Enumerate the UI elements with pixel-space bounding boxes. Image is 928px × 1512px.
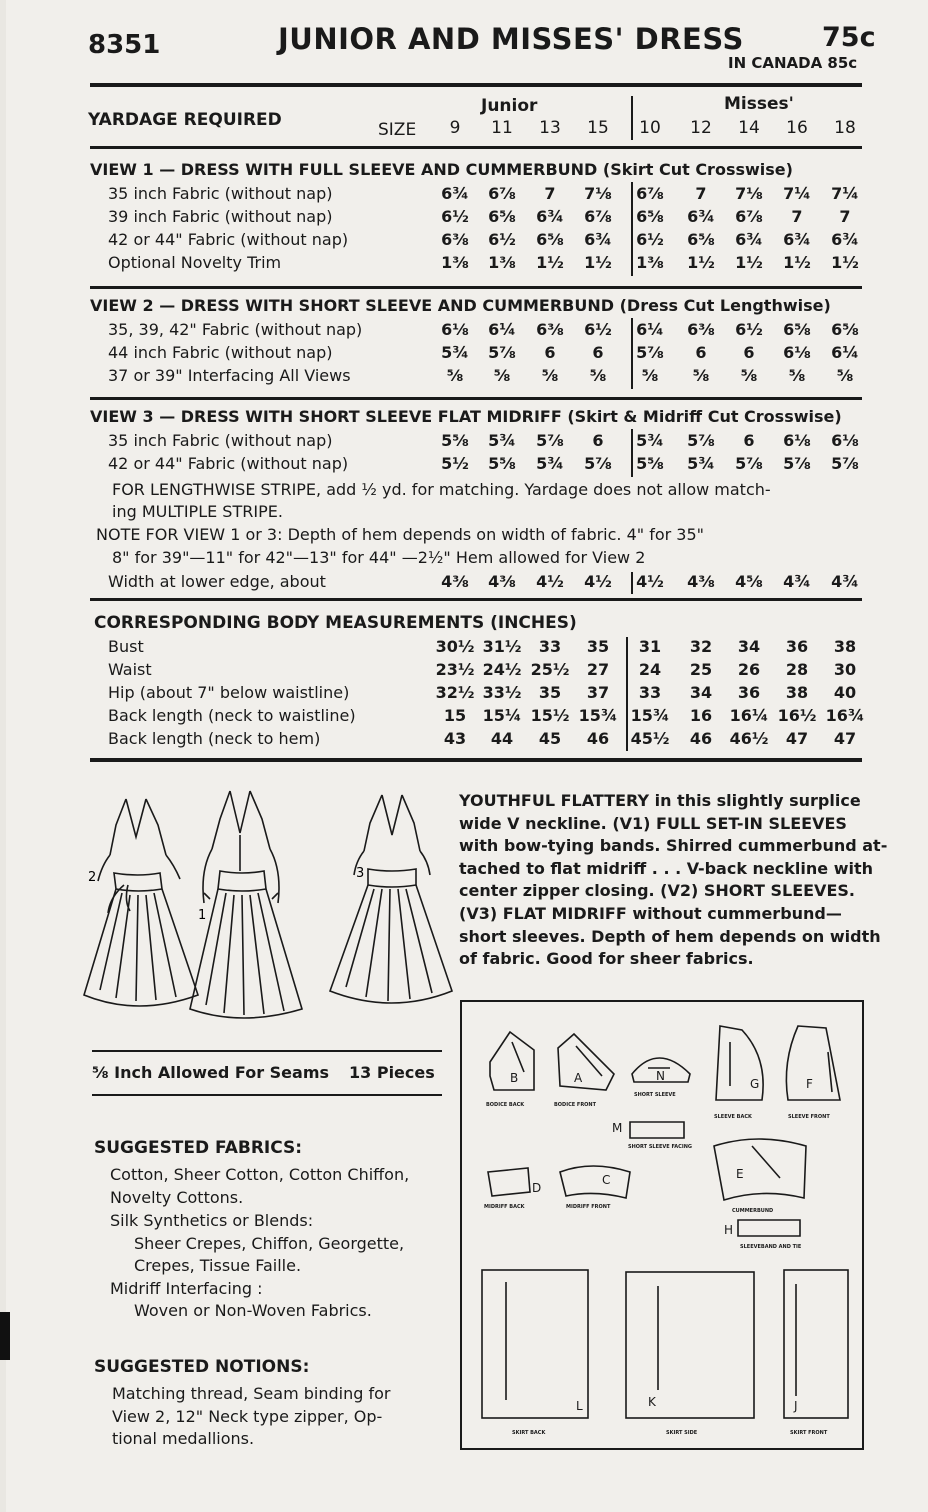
yardage-row-label: 42 or 44" Fabric (without nap) (108, 454, 349, 473)
pattern-pieces-diagram (462, 1002, 860, 1446)
size-col: 14 (738, 118, 760, 138)
piece-m-name: SHORT SLEEVE FACING (628, 1144, 692, 1150)
column-divider (626, 637, 628, 751)
yardage-row-value: 1½ (584, 253, 612, 272)
yardage-row-value: 6¼ (831, 343, 859, 362)
yardage-row-value: 5⅝ (488, 454, 516, 473)
yardage-row-value: 6 (592, 343, 604, 362)
size-col: 18 (834, 118, 856, 138)
measurement-row-value: 45½ (630, 729, 670, 748)
measurement-row-value: 36 (737, 683, 761, 702)
yardage-label: YARDAGE REQUIRED (88, 110, 282, 130)
measurement-row-value: 34 (737, 637, 761, 656)
stripe-note-1: FOR LENGTHWISE STRIPE, add ½ yd. for matching. Yardage does not allow match- (112, 480, 771, 499)
measurement-row-value: 28 (785, 660, 809, 679)
fabric-line: Woven or Non-Woven Fabrics. (134, 1301, 372, 1320)
measurement-row-value: 15¾ (630, 706, 670, 725)
measurement-row-label: Back length (neck to hem) (108, 729, 321, 748)
measurement-row-value: 16¼ (729, 706, 769, 725)
pattern-number: 8351 (88, 30, 161, 60)
size-col: 15 (587, 118, 609, 138)
measurement-row-value: 23½ (435, 660, 475, 679)
column-divider (631, 429, 633, 477)
seam-rule-top (92, 1050, 442, 1052)
width-row-value: 4½ (636, 572, 664, 591)
measurement-row-value: 25½ (530, 660, 570, 679)
yardage-row-value: ⅝ (541, 366, 559, 385)
yardage-row-value: 6⅜ (441, 230, 469, 249)
yardage-row-value: 1⅜ (488, 253, 516, 272)
yardage-row-value: 1½ (735, 253, 763, 272)
yardage-row-value: 6⅛ (783, 431, 811, 450)
yardage-row-value: 6¾ (783, 230, 811, 249)
section-rule (90, 397, 862, 400)
fabric-line: Midriff Interfacing : (110, 1279, 263, 1298)
yardage-row-label: 35, 39, 42" Fabric (without nap) (108, 320, 363, 339)
piece-n-letter: N (656, 1069, 665, 1083)
piece-k-letter: K (648, 1395, 656, 1409)
yardage-row-value: 5½ (441, 454, 469, 473)
piece-e-letter: E (736, 1167, 744, 1181)
hem-note-1: NOTE FOR VIEW 1 or 3: Depth of hem depends on width of fabric. 4" for 35" (96, 525, 705, 544)
measurement-row-value: 31½ (482, 637, 522, 656)
measurement-row-value: 24 (638, 660, 662, 679)
width-row-value: 4¾ (831, 572, 859, 591)
measurement-row-value: 31 (638, 637, 662, 656)
description-line: wide V neckline. (V1) FULL SET-IN SLEEVES (459, 813, 847, 833)
description-line: center zipper closing. (V2) SHORT SLEEVES. (459, 881, 855, 901)
yardage-row-value: ⅝ (446, 366, 464, 385)
fabric-line: Cotton, Sheer Cotton, Cotton Chiffon, (110, 1165, 410, 1184)
description-line: (V3) FLAT MIDRIFF without cummerbund— (459, 903, 842, 923)
fabric-line: Silk Synthetics or Blends: (110, 1211, 314, 1230)
measurement-row-value: 16¾ (825, 706, 865, 725)
piece-a-name: BODICE FRONT (554, 1102, 597, 1108)
fabric-line: Sheer Crepes, Chiffon, Georgette, (134, 1234, 405, 1253)
size-col: 9 (449, 118, 461, 138)
hem-note-2: 8" for 39"—11" for 42"—13" for 44" —2½" Hem allowed for View 2 (112, 548, 646, 567)
piece-h-name: SLEEVEBAND AND TIE (740, 1244, 802, 1250)
width-row-value: 4½ (584, 572, 612, 591)
measurement-row-value: 33 (538, 637, 562, 656)
yardage-row-value: 5¾ (687, 454, 715, 473)
view-heading: VIEW 2 — DRESS WITH SHORT SLEEVE AND CUMMERBUND (Dress Cut Lengthwise) (90, 296, 831, 315)
piece-f-name: SLEEVE FRONT (788, 1114, 830, 1120)
yardage-row-value: 6⅞ (636, 184, 664, 203)
column-divider (631, 182, 633, 276)
yardage-row-value: 7 (839, 207, 851, 226)
yardage-row-value: 6½ (735, 320, 763, 339)
yardage-row-value: 6¾ (584, 230, 612, 249)
size-col: 16 (786, 118, 808, 138)
yardage-row-value: 6¾ (831, 230, 859, 249)
yardage-row-value: 6⅛ (783, 343, 811, 362)
measurement-row-value: 40 (833, 683, 857, 702)
piece-g-name: SLEEVE BACK (714, 1114, 752, 1120)
yardage-row-value: 6⅜ (687, 320, 715, 339)
view-1-marker: 1 (198, 908, 207, 923)
yardage-row-value: 6⅛ (831, 431, 859, 450)
measurement-row-value: 15¼ (482, 706, 522, 725)
measurement-row-value: 32½ (435, 683, 475, 702)
size-col: 11 (491, 118, 513, 138)
view-3-marker: 3 (356, 866, 365, 881)
section-rule (90, 286, 862, 289)
canada-price: IN CANADA 85c (728, 54, 858, 72)
stripe-note-2: ing MULTIPLE STRIPE. (112, 502, 283, 521)
piece-b-letter: B (510, 1071, 519, 1085)
piece-l-name: SKIRT BACK (512, 1430, 546, 1436)
yardage-row-value: ⅝ (589, 366, 607, 385)
piece-f-letter: F (806, 1077, 813, 1091)
yardage-row-value: ⅝ (493, 366, 511, 385)
measurement-row-value: 27 (586, 660, 610, 679)
yardage-row-value: 6 (743, 343, 755, 362)
piece-l-letter: L (576, 1399, 583, 1413)
measurement-row-value: 38 (833, 637, 857, 656)
yardage-row-value: 5⅞ (584, 454, 612, 473)
measurement-row-value: 45 (538, 729, 562, 748)
description-line: YOUTHFUL FLATTERY in this slightly surplice (459, 791, 861, 810)
yardage-row-value: 1½ (687, 253, 715, 272)
yardage-row-value: 6¾ (441, 184, 469, 203)
piece-count: 13 Pieces (349, 1063, 435, 1082)
size-rule (90, 146, 862, 149)
yardage-row-label: 42 or 44" Fabric (without nap) (108, 230, 349, 249)
yardage-row-value: 7 (544, 184, 556, 203)
piece-k-name: SKIRT SIDE (666, 1430, 698, 1436)
measurement-row-value: 35 (538, 683, 562, 702)
piece-n-name: SHORT SLEEVE (634, 1092, 676, 1098)
notion-line: tional medallions. (112, 1429, 255, 1448)
seam-allowance: ⅝ Inch Allowed For Seams (92, 1063, 330, 1082)
measurement-row-label: Bust (108, 637, 144, 656)
yardage-row-value: 5⅝ (441, 431, 469, 450)
yardage-row-label: 39 inch Fabric (without nap) (108, 207, 333, 226)
measurement-row-value: 38 (785, 683, 809, 702)
width-row-value: 4⅜ (441, 572, 469, 591)
yardage-row-value: 5⅞ (536, 431, 564, 450)
yardage-row-value: 5¾ (441, 343, 469, 362)
yardage-row-value: 6½ (441, 207, 469, 226)
measurement-row-value: 15¾ (578, 706, 618, 725)
pattern-title: JUNIOR AND MISSES' DRESS (278, 22, 744, 56)
yardage-row-value: 6 (544, 343, 556, 362)
yardage-row-value: 6¼ (488, 320, 516, 339)
piece-m-letter: M (612, 1121, 623, 1135)
price: 75c (822, 22, 876, 53)
yardage-row-value: 6½ (584, 320, 612, 339)
yardage-row-value: 1⅜ (636, 253, 664, 272)
size-divider (631, 96, 633, 140)
yardage-row-value: ⅝ (788, 366, 806, 385)
yardage-row-label: 37 or 39" Interfacing All Views (108, 366, 351, 385)
yardage-row-value: 7¼ (783, 184, 811, 203)
fabrics-heading: SUGGESTED FABRICS: (94, 1138, 303, 1158)
yardage-row-value: 6¼ (636, 320, 664, 339)
yardage-row-value: 5⅝ (636, 454, 664, 473)
piece-d-letter: D (532, 1181, 542, 1195)
measurement-row-value: 34 (689, 683, 713, 702)
measurement-row-value: 44 (490, 729, 514, 748)
measurement-row-label: Back length (neck to waistline) (108, 706, 356, 725)
yardage-row-value: 6⅝ (831, 320, 859, 339)
header-rule (90, 83, 862, 87)
width-row-value: 4⅜ (488, 572, 516, 591)
yardage-row-value: 5⅞ (636, 343, 664, 362)
width-row-value: 4⅝ (735, 572, 763, 591)
measurement-row-value: 35 (586, 637, 610, 656)
width-row-label: Width at lower edge, about (108, 572, 326, 591)
measurement-row-value: 47 (785, 729, 809, 748)
size-label: SIZE (378, 120, 417, 140)
yardage-row-value: ⅝ (641, 366, 659, 385)
notions-heading: SUGGESTED NOTIONS: (94, 1357, 310, 1377)
yardage-row-value: 6½ (636, 230, 664, 249)
piece-g-letter: G (750, 1077, 760, 1091)
column-divider (631, 572, 633, 594)
description (459, 790, 887, 971)
yardage-row-value: 5¾ (536, 454, 564, 473)
yardage-row-value: 6 (592, 431, 604, 450)
piece-b-name: BODICE BACK (486, 1102, 525, 1108)
yardage-row-value: 5¾ (636, 431, 664, 450)
measurement-row-value: 24½ (482, 660, 522, 679)
notes-rule (90, 598, 862, 601)
yardage-row-value: ⅝ (692, 366, 710, 385)
size-col: 10 (639, 118, 661, 138)
misses-label: Misses' (724, 94, 794, 114)
yardage-row-value: ⅝ (836, 366, 854, 385)
view-heading: VIEW 3 — DRESS WITH SHORT SLEEVE FLAT MIDRIFF (Skirt & Midriff Cut Crosswise) (90, 407, 842, 426)
yardage-row-value: 5⅞ (831, 454, 859, 473)
measurement-row-value: 36 (785, 637, 809, 656)
measurement-row-value: 16½ (777, 706, 817, 725)
yardage-row-value: 6⅝ (783, 320, 811, 339)
yardage-row-value: 7¼ (831, 184, 859, 203)
yardage-row-value: 6⅝ (687, 230, 715, 249)
description-line: of fabric. Good for sheer fabrics. (459, 949, 754, 969)
yardage-row-value: 6⅞ (735, 207, 763, 226)
yardage-row-value: 6⅝ (536, 230, 564, 249)
yardage-row-value: 6 (695, 343, 707, 362)
piece-c-letter: C (602, 1173, 611, 1187)
body-heading: CORRESPONDING BODY MEASUREMENTS (INCHES) (94, 613, 577, 633)
yardage-row-value: 6⅞ (584, 207, 612, 226)
description-line: with bow-tying bands. Shirred cummerbund at- (459, 836, 888, 856)
yardage-row-label: 35 inch Fabric (without nap) (108, 184, 333, 203)
junior-label: Junior (481, 96, 538, 116)
size-col: 12 (690, 118, 712, 138)
measurement-row-value: 26 (737, 660, 761, 679)
yardage-row-value: 1½ (831, 253, 859, 272)
view-heading: VIEW 1 — DRESS WITH FULL SLEEVE AND CUMMERBUND (Skirt Cut Crosswise) (90, 160, 793, 179)
measurement-row-value: 30½ (435, 637, 475, 656)
fabric-line: Novelty Cottons. (110, 1188, 244, 1207)
piece-j-name: SKIRT FRONT (790, 1430, 828, 1436)
view-2-marker: 2 (88, 870, 97, 885)
yardage-row-value: 1½ (536, 253, 564, 272)
yardage-row-value: 5⅞ (783, 454, 811, 473)
description-line: short sleeves. Depth of hem depends on width (459, 926, 881, 946)
measurement-row-value: 32 (689, 637, 713, 656)
yardage-row-value: 7 (791, 207, 803, 226)
body-rule (90, 758, 862, 762)
notion-line: Matching thread, Seam binding for (112, 1384, 391, 1403)
width-row-value: 4¾ (783, 572, 811, 591)
yardage-row-value: 5⅞ (488, 343, 516, 362)
piece-h-letter: H (724, 1223, 734, 1237)
measurement-row-value: 15 (443, 706, 467, 725)
yardage-row-value: ⅝ (740, 366, 758, 385)
yardage-row-label: Optional Novelty Trim (108, 253, 282, 272)
piece-e-name: CUMMERBUND (732, 1208, 774, 1214)
yardage-row-value: 1½ (783, 253, 811, 272)
yardage-row-value: 5¾ (488, 431, 516, 450)
yardage-row-label: 44 inch Fabric (without nap) (108, 343, 333, 362)
yardage-row-value: 6½ (488, 230, 516, 249)
measurement-row-value: 46 (586, 729, 610, 748)
measurement-row-value: 16 (689, 706, 713, 725)
yardage-row-value: 5⅞ (687, 431, 715, 450)
yardage-row-value: 7⅛ (584, 184, 612, 203)
measurement-row-value: 47 (833, 729, 857, 748)
yardage-row-value: 6⅛ (441, 320, 469, 339)
piece-c-name: MIDRIFF FRONT (566, 1204, 611, 1210)
measurement-row-value: 30 (833, 660, 857, 679)
dress-illustration (80, 785, 460, 1030)
yardage-row-value: 6¾ (536, 207, 564, 226)
piece-j-letter: J (794, 1399, 798, 1413)
piece-d-name: MIDRIFF BACK (484, 1204, 525, 1210)
yardage-row-value: 5⅞ (735, 454, 763, 473)
measurement-row-value: 33 (638, 683, 662, 702)
seam-rule-bottom (92, 1094, 442, 1096)
yardage-row-value: 6⅞ (488, 184, 516, 203)
yardage-row-value: 6¾ (687, 207, 715, 226)
measurement-row-value: 15½ (530, 706, 570, 725)
yardage-row-value: 7⅛ (735, 184, 763, 203)
measurement-row-value: 25 (689, 660, 713, 679)
width-row-value: 4⅜ (687, 572, 715, 591)
measurement-row-value: 37 (586, 683, 610, 702)
column-divider (631, 318, 633, 389)
measurement-row-value: 46½ (729, 729, 769, 748)
measurement-row-value: 43 (443, 729, 467, 748)
description-line: tached to flat midriff . . . V-back neckline with (459, 858, 873, 878)
notion-line: View 2, 12" Neck type zipper, Op- (112, 1407, 383, 1426)
measurement-row-label: Waist (108, 660, 152, 679)
yardage-row-value: 7 (695, 184, 707, 203)
yardage-row-label: 35 inch Fabric (without nap) (108, 431, 333, 450)
yardage-row-value: 6⅝ (636, 207, 664, 226)
yardage-row-value: 6 (743, 431, 755, 450)
width-row-value: 4½ (536, 572, 564, 591)
yardage-row-value: 6⅜ (536, 320, 564, 339)
fabric-line: Crepes, Tissue Faille. (134, 1256, 302, 1275)
yardage-row-value: 6¾ (735, 230, 763, 249)
edge-tab (0, 1312, 10, 1360)
measurement-row-value: 33½ (482, 683, 522, 702)
piece-a-letter: A (574, 1071, 583, 1085)
yardage-row-value: 1⅜ (441, 253, 469, 272)
measurement-row-value: 46 (689, 729, 713, 748)
size-col: 13 (539, 118, 561, 138)
yardage-row-value: 6⅝ (488, 207, 516, 226)
measurement-row-label: Hip (about 7" below waistline) (108, 683, 350, 702)
